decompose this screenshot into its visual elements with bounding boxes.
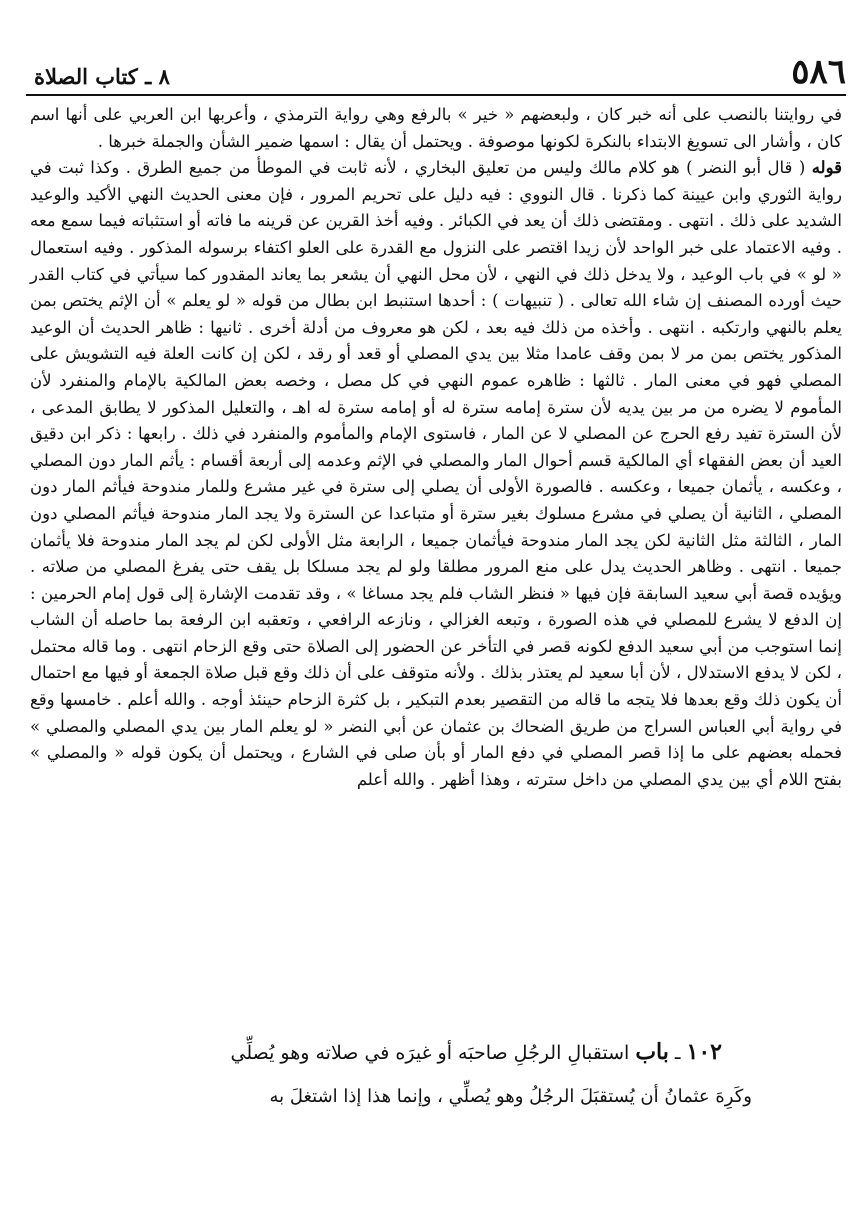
page-header (26, 48, 846, 92)
paragraph-lead: قوله (811, 158, 842, 178)
header-rule (26, 94, 846, 96)
page-number: ٥٨٦ (791, 52, 846, 92)
paragraph (30, 102, 842, 155)
running-title: ٨ ـ كتاب الصلاة (34, 64, 170, 89)
paragraph-text: في روايتنا بالنصب على أنه خبر كان ، ولبعضهم « خير » بالرفع وهي رواية الترمذي ، وأعربها ابن العربي على أنها اسم كان ، وأشار الى تسويغ الابتداء بالنكرة لكونها موصوفة . ويحتمل أن يقال : اسمها ضمير الشأن والجملة خبرها . (30, 105, 842, 151)
chapter-number: ١٠٢ (686, 1039, 722, 1065)
paragraph (30, 155, 842, 793)
paragraph-text: ( قال أبو النضر ) هو كلام مالك وليس من تعليق البخاري ، لأنه ثابت في الموطأ من جميع الطرق . وكذا ثبت في رواية الثوري وابن عيينة كما ذكرنا . قال النووي : فيه دليل على تحريم المرور ، فإن معنى الحديث النهي الأكيد والوعيد الشديد على ذلك . انتهى . ومقتضى ذلك أن يعد في الكبائر . وفيه أخذ القرين عن قرينه ما فاته أو استثباته فيما سمع معه . وفيه الاعتماد على خبر الواحد لأن زيدا اقتصر على النزول مع القدرة على العلو اكتفاء برسوله المذكور . وفيه استعمال « لو » في باب الوعيد ، ولا يدخل ذلك في النهي ، لأن محل النهي أن يشعر بما يعاند المقدور كما سيأتي في كتاب القدر حيث أورده المصنف إن شاء الله تعالى . ( تنبيهات ) : أحدها استنبط ابن بطال من قوله « لو يعلم » أن الإثم يختص بمن يعلم بالنهي وارتكبه . انتهى . وأخذه من ذلك فيه بعد ، لكن هو معروف من أدلة أخرى . ثانيها : ظاهر الحديث أن الوعيد المذكور يختص بمن مر لا بمن وقف عامدا مثلا بين يدي المصلي أو قعد أو رقد ، لكن إن كانت العلة فيه التشويش على المصلي فهو في معنى المار . ثالثها : ظاهره عموم النهي في كل مصل ، وخصه بعض المالكية بالإمام والمنفرد لأن المأموم لا يضره من مر بين يديه لأن سترة إمامه سترة له أو إمامه سترة له اهـ ، والتعليل المذكور لا يطابق المدعى ، لأن السترة تفيد رفع الحرج عن المصلي لا عن المار ، فاستوى الإمام والمأموم والمنفرد في ذلك . رابعها : ذكر ابن دقيق العيد أن بعض الفقهاء أي المالكية قسم أحوال المار والمصلي في الإثم وعدمه إلى أربعة أقسام : يأثم المار دون المصلي ، وعكسه ، يأثمان جميعا ، وعكسه . فالصورة الأولى أن يصلي إلى سترة في غير مشرع وللمار مندوحة فيأثم المار دون المصلي ، الثانية أن يصلي في مشرع مسلوك بغير سترة أو متباعدا عن السترة ولا يجد المار مندوحة فيأثم المصلي دون المار ، الثالثة مثل الثانية لكن يجد المار مندوحة فيأثمان جميعا ، الرابعة مثل الأولى لكن لم يجد المار مندوحة فلا يأثمان جميعا . انتهى . وظاهر الحديث يدل على منع المرور مطلقا ولو لم يجد مسلكا بل يقف حتى يفرغ المصلي من صلاته . ويؤيده قصة أبي سعيد السابقة فإن فيها « فنظر الشاب فلم يجد مساغا » ، وقد تقدمت الإشارة إلى قول إمام الحرمين : إن الدفع لا يشرع للمصلي في هذه الصورة ، وتبعه الغزالي ، ونازعه الرافعي ، وتعقبه ابن الرفعة بما حاصله أن الشاب إنما استوجب من أبي سعيد الدفع لكونه قصر في التأخر عن الحضور إلى الصلاة حتى وقع الزحام انتهى . وما قاله محتمل ، لكن لا يدفع الاستدلال ، لأن أبا سعيد لم يعتذر بذلك . ولأنه متوقف على أن ذلك وقع قبل صلاة الجمعة أو فيها مع احتمال أن يكون ذلك وقع بعدها فلا يتجه ما قاله من التقصير بعدم التبكير ، بل كثرة الزحام حينئذ أوجه . والله أعلم . خامسها وقع في رواية أبي العباس السراج من طريق الضحاك بن عثمان عن أبي النضر « لو يعلم المار بين يدي المصلي والمصلي » فحمله بعضهم على ما إذا قصر المصلي في دفع المار أو بأن صلى في الشارع ، ويحتمل أن يكون قوله « والمصلي » بفتح اللام أي بين يدي المصلي من داخل سترته ، وهذا أظهر . والله أعلم (30, 158, 842, 789)
chapter-dash: ـ (674, 1042, 681, 1064)
commentary-body (30, 102, 842, 793)
chapter-heading (30, 1030, 842, 1075)
chapter-word: باب (635, 1039, 669, 1065)
chapter-title: استقبالِ الرجُلِ صاحبَه أو غيرَه في صلاته وهو يُصلِّي (230, 1042, 630, 1064)
chapter-subtext: وكَرِهَ عثمانُ أن يُستقبَلَ الرجُلُ وهو يُصلِّي ، وإنما هذا إذا اشتغلَ به (269, 1086, 752, 1107)
chapter-block (30, 1030, 842, 1119)
